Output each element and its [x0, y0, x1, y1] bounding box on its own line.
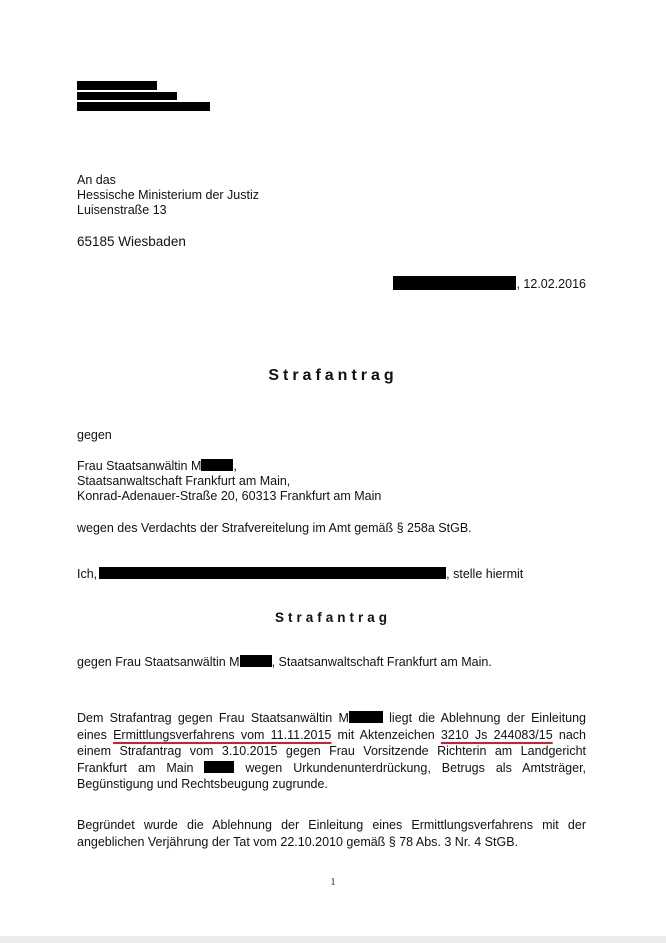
against-prefix: gegen Frau Staatsanwältin M: [77, 655, 240, 669]
paragraph-grounds: Dem Strafantrag gegen Frau Staatsanwältin M liegt die Ablehnung der Einleitung eines Ermittlungsverfahrens vom 11.11.2015 mit Aktenzeichen 3210 Js 244083/15 nach einem Strafantrag vom 3.10.2015 gegen Frau Vorsitzende Richterin am Landgericht Frankfurt am Main wegen Urkundenunterdrückung, Betrugs als Amtsträger, Begünstigung und Rechtsbeugung zugrunde.: [77, 711, 587, 791]
redacted-name-3: [349, 711, 383, 723]
date-line: [393, 276, 586, 292]
accused-office: Staatsanwaltschaft Frankfurt am Main,: [77, 474, 291, 488]
against-suffix: , Staatsanwaltschaft Frankfurt am Main.: [271, 655, 492, 669]
document-title: Strafantrag: [268, 367, 398, 384]
redacted-applicant: [99, 567, 446, 579]
redacted-judge-name: [204, 761, 234, 773]
redacted-name: [201, 459, 233, 471]
section-title: Strafantrag: [274, 610, 391, 625]
paragraph-reasoning: Begründet wurde die Ablehnung der Einleitung eines Ermittlungsverfahrens mit der angeblichen Verjährung der Tat vom 22.10.2010 gemäß § 78 Abs. 3 Nr. 4 StGB.: [77, 818, 586, 849]
recipient-line-1: An das: [77, 173, 116, 187]
statement-line: [77, 567, 523, 582]
accused-name-suffix: ,: [233, 459, 237, 473]
accused-name-prefix: Frau Staatsanwältin M: [77, 459, 202, 473]
redacted-name-2: [240, 655, 272, 667]
redacted-sender-line-2: [77, 92, 177, 100]
letter-date: , 12.02.2016: [516, 277, 586, 291]
underlined-procedure-date: Ermittlungsverfahrens vom 11.11.2015: [113, 727, 332, 742]
recipient-city: 65185 Wiesbaden: [77, 234, 186, 249]
recipient-line-2: Hessische Ministerium der Justiz: [77, 188, 259, 202]
statement-prefix: Ich,: [77, 567, 98, 581]
suspicion-line: wegen des Verdachts der Strafvereitelung im Amt gemäß § 258a StGB.: [77, 521, 472, 535]
accused-address: Konrad-Adenauer-Straße 20, 60313 Frankfurt am Main: [77, 489, 382, 503]
statement-suffix: , stelle hiermit: [446, 567, 524, 581]
recipient-line-3: Luisenstraße 13: [77, 203, 167, 217]
redacted-place: [393, 276, 516, 290]
page-bottom-edge: [0, 936, 666, 943]
redacted-sender-line-1: [77, 81, 157, 90]
against-label: gegen: [77, 428, 112, 442]
against-line: [77, 655, 492, 670]
underlined-case-number: 3210 Js 244083/15: [440, 727, 553, 742]
page-number: 1: [330, 876, 336, 888]
accused-name: [77, 459, 237, 474]
redacted-sender-line-3: [77, 102, 210, 111]
